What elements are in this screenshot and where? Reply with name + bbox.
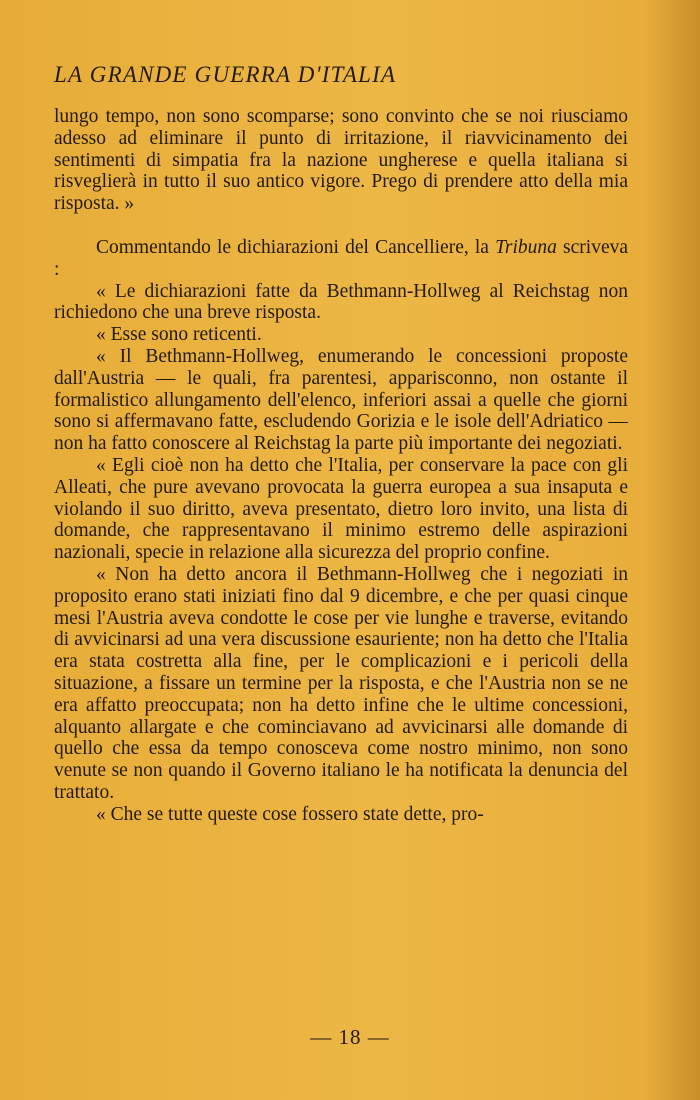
paragraph-5: « Il Bethmann-Hollweg, enumerando le concessioni proposte dall'Austria — le quali, fra parentesi, apparisconno, non ostante il formalistico allungamento dell'elenco, inferiori assai a quelle che giorni sono si affermavano fatte, escludendo Gorizia e le isole dell'Adriatico — non ha fatto conoscere al Reichstag la parte più importante dei negoziati.: [54, 345, 628, 455]
paragraph-1: lungo tempo, non sono scomparse; sono convinto che se noi riusciamo adesso ad eliminare il punto di irritazione, il riavvicinamento dei sentimenti di simpatia fra la nazione ungherese e quella italiana si risveglierà in tutto il suo antico vigore. Prego di prendere atto della mia risposta. »: [54, 106, 628, 215]
paragraph-2: [54, 237, 628, 281]
running-title: LA GRANDE GUERRA D'ITALIA: [54, 62, 397, 87]
paragraph-8: « Che se tutte queste cose fossero state dette, pro-: [96, 803, 484, 825]
paragraph-2-lead: Commentando le dichiarazioni del Cancelliere, la: [96, 236, 496, 258]
body-text: [54, 106, 628, 826]
paragraph-6: « Egli cioè non ha detto che l'Italia, per conservare la pace con gli Alleati, che pure avevano provocata la guerra europea a sua insaputa e violando il suo diritto, aveva presentato, dietro loro invito, una lista di domande, che rappresentavano il minimo estremo delle aspirazioni nazionali, specie in relazione alla sicurezza del proprio confine.: [54, 454, 628, 564]
newspaper-title: Tribuna: [495, 236, 557, 258]
paragraph-3: « Le dichiarazioni fatte da Bethmann-Hollweg al Reichstag non richiedono che una breve risposta.: [54, 280, 628, 324]
paragraph-4: « Esse sono reticenti.: [96, 324, 262, 346]
paragraph-2-tail: scriveva :: [54, 236, 629, 280]
paragraph-7: « Non ha detto ancora il Bethmann-Hollweg che i negoziati in proposito erano stati iniziati fino dal 9 dicembre, e che per quasi cinque mesi l'Austria aveva condotte le cose per vie lunghe e traverse, evitando di avvicinarsi ad una vera discussione esauriente; non ha detto che l'Italia era stata costretta alla fine, per le complicazioni e i pericoli della situazione, a fissare un termine per la risposta, e che l'Austria non se ne era affatto preoccupata; non ha detto infine che le ultime concessioni, alquanto allargate e che cominciavano ad avvicinarsi alle domande di quello che essa da tempo conosceva come nostro minimo, non sono venute se non quando il Governo italiano le ha notificata la denuncia del trattato.: [54, 563, 628, 803]
page-number: — 18 —: [310, 1025, 390, 1049]
